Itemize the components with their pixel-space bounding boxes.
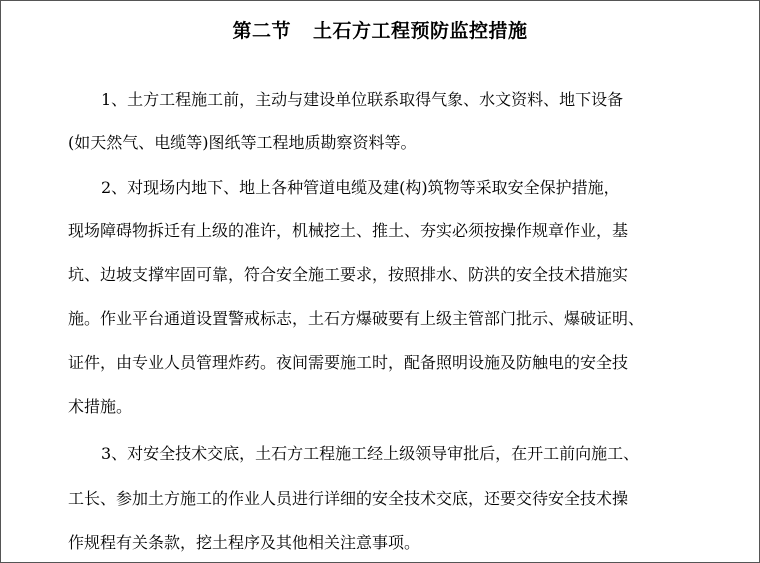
paragraph-2-line-1: 2、对现场内地下、地上各种管道电缆及建(构)筑物等采取安全保护措施， [101, 178, 620, 197]
paragraph-2-line-2: 现场障碍物拆迁有上级的准许，机械挖土、推土、夯实必须按操作规章作业，基 [68, 221, 629, 240]
paragraph-2-line-5: 证件，由专业人员管理炸药。夜间需要施工时，配备照明设施及防触电的安全技 [68, 353, 629, 372]
paragraph-2-line-3: 坑、边坡支撑牢固可靠，符合安全施工要求，按照排水、防洪的安全技术措施实 [68, 265, 629, 284]
section-title: 土石方工程预防监控措施 [313, 20, 528, 42]
paragraph-2-line-4: 施。作业平台通道设置警戒标志，土石方爆破要有上级主管部门批示、爆破证明、 [68, 309, 645, 328]
paragraph-1-line-2: (如天然气、电缆等)图纸等工程地质勘察资料等。 [68, 133, 417, 152]
paragraph-3-line-3: 作规程有关条款，挖土程序及其他相关注意事项。 [68, 533, 421, 552]
paragraph-3-line-2: 工长、参加土方施工的作业人员进行详细的安全技术交底，还要交待安全技术操 [68, 489, 629, 508]
paragraph-2-line-6: 术措施。 [68, 397, 133, 416]
section-heading [1, 18, 759, 44]
paragraph-1-line-1: 1、土方工程施工前，主动与建设单位联系取得气象、水文资料、地下设备 [101, 90, 624, 109]
section-label: 第二节 [232, 20, 291, 42]
paragraph-3-line-1: 3、对安全技术交底，土石方工程施工经上级领导审批后，在开工前向施工、 [101, 444, 640, 463]
